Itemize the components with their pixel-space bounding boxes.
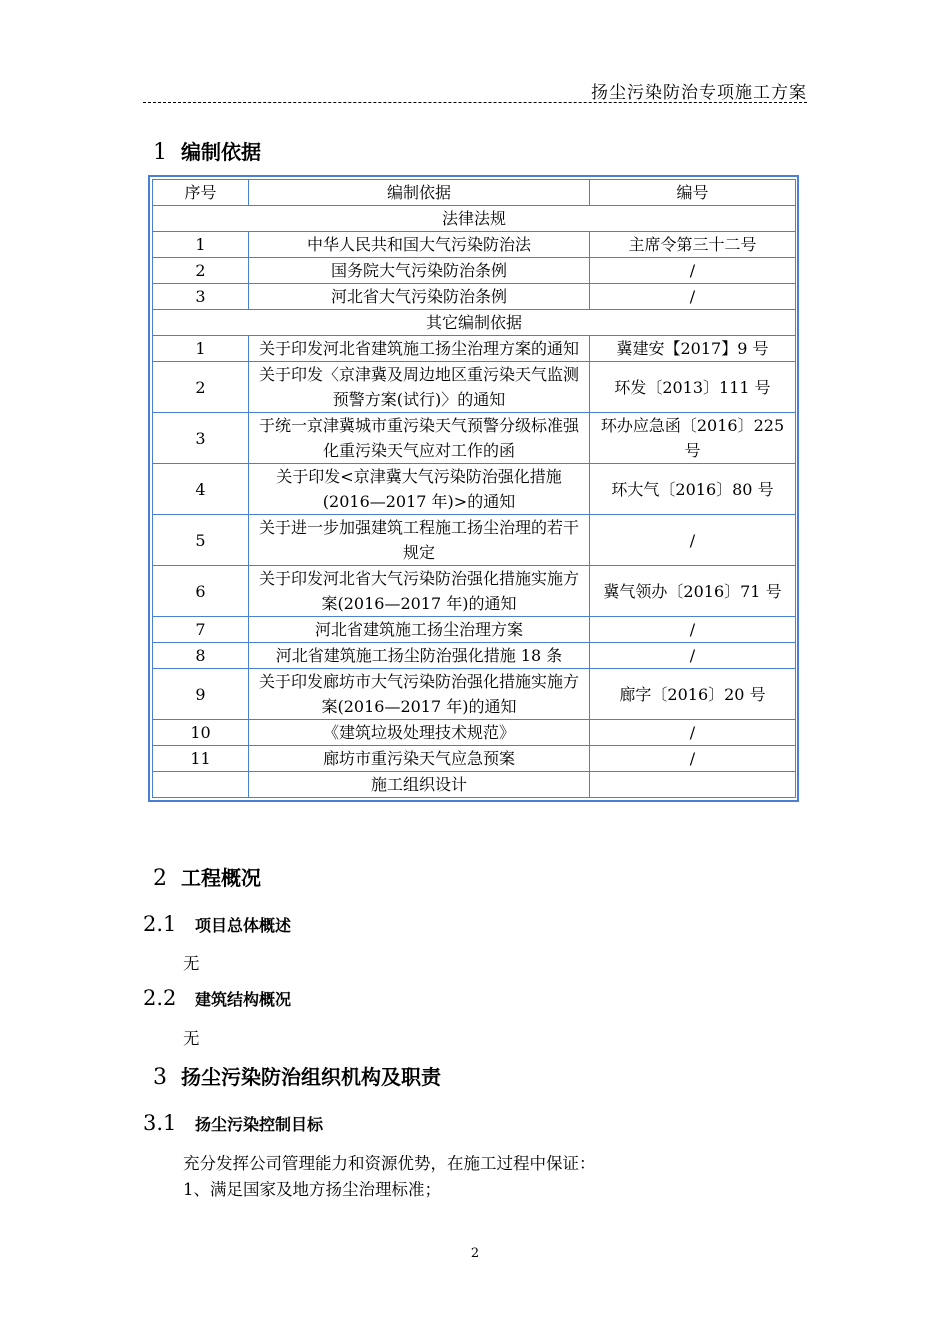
section-2-2-title: 建筑结构概况 bbox=[195, 990, 292, 1009]
row-no: 7 bbox=[153, 617, 249, 643]
section-2-1-title: 项目总体概述 bbox=[195, 916, 292, 935]
header-basis: 编制依据 bbox=[249, 180, 590, 206]
row-basis: 国务院大气污染防治条例 bbox=[249, 258, 590, 284]
row-basis: 河北省大气污染防治条例 bbox=[249, 284, 590, 310]
table-group-row bbox=[153, 310, 796, 336]
table-row bbox=[153, 464, 796, 515]
row-no: 3 bbox=[153, 284, 249, 310]
row-code: / bbox=[590, 284, 796, 310]
row-code bbox=[590, 772, 796, 798]
row-code: / bbox=[590, 258, 796, 284]
table-row bbox=[153, 669, 796, 720]
table-row bbox=[153, 258, 796, 284]
group-other: 其它编制依据 bbox=[153, 310, 796, 336]
row-no: 8 bbox=[153, 643, 249, 669]
row-basis: 关于印发〈京津冀及周边地区重污染天气监测预警方案(试行)〉的通知 bbox=[249, 362, 590, 413]
row-basis: 廊坊市重污染天气应急预案 bbox=[249, 746, 590, 772]
row-code: 冀建安【2017】9 号 bbox=[590, 336, 796, 362]
row-no: 1 bbox=[153, 232, 249, 258]
table-row bbox=[153, 515, 796, 566]
section-2-2-number: 2.2 bbox=[143, 986, 177, 1010]
table-row bbox=[153, 617, 796, 643]
row-no: 6 bbox=[153, 566, 249, 617]
row-no: 11 bbox=[153, 746, 249, 772]
table-row bbox=[153, 362, 796, 413]
table-row bbox=[153, 643, 796, 669]
group-laws: 法律法规 bbox=[153, 206, 796, 232]
section-1-title: 编制依据 bbox=[181, 140, 261, 164]
row-no: 5 bbox=[153, 515, 249, 566]
table-header-row bbox=[153, 180, 796, 206]
header-title: 扬尘污染防治专项施工方案 bbox=[591, 83, 807, 103]
section-2-2-body: 无 bbox=[183, 1029, 200, 1048]
row-basis: 中华人民共和国大气污染防治法 bbox=[249, 232, 590, 258]
row-code: / bbox=[590, 643, 796, 669]
section-2-1-body: 无 bbox=[183, 954, 200, 973]
section-2-heading bbox=[153, 862, 261, 891]
row-code: / bbox=[590, 720, 796, 746]
section-2-title: 工程概况 bbox=[181, 866, 261, 890]
row-basis: 关于印发<京津冀大气污染防治强化措施(2016—2017 年)>的通知 bbox=[249, 464, 590, 515]
row-code: 冀气领办〔2016〕71 号 bbox=[590, 566, 796, 617]
section-3-1-heading bbox=[143, 1111, 323, 1135]
row-basis: 施工组织设计 bbox=[249, 772, 590, 798]
table-row bbox=[153, 720, 796, 746]
row-no: 2 bbox=[153, 258, 249, 284]
row-no: 2 bbox=[153, 362, 249, 413]
table-row bbox=[153, 232, 796, 258]
row-no: 4 bbox=[153, 464, 249, 515]
section-3-1-body-1: 充分发挥公司管理能力和资源优势，在施工过程中保证： bbox=[183, 1154, 596, 1173]
section-1-heading bbox=[153, 136, 261, 165]
row-basis: 关于印发河北省大气污染防治强化措施实施方案(2016—2017 年)的通知 bbox=[249, 566, 590, 617]
table-row bbox=[153, 413, 796, 464]
section-2-1-heading bbox=[143, 912, 291, 936]
header-no: 序号 bbox=[153, 180, 249, 206]
basis-table bbox=[152, 179, 796, 798]
row-code: 环办应急函〔2016〕225 号 bbox=[590, 413, 796, 464]
header-code: 编号 bbox=[590, 180, 796, 206]
row-basis: 河北省建筑施工扬尘治理方案 bbox=[249, 617, 590, 643]
table-row bbox=[153, 284, 796, 310]
table-row bbox=[153, 336, 796, 362]
row-no: 1 bbox=[153, 336, 249, 362]
table-group-row bbox=[153, 206, 796, 232]
section-3-1-number: 3.1 bbox=[143, 1111, 177, 1135]
section-3-heading bbox=[153, 1061, 441, 1090]
basis-table-frame bbox=[148, 175, 799, 802]
row-code: / bbox=[590, 746, 796, 772]
row-no: 10 bbox=[153, 720, 249, 746]
section-2-number: 2 bbox=[153, 866, 167, 891]
row-code: / bbox=[590, 515, 796, 566]
section-3-1-body-2: 1、满足国家及地方扬尘治理标准； bbox=[183, 1180, 441, 1199]
row-basis: 《建筑垃圾处理技术规范》 bbox=[249, 720, 590, 746]
row-basis: 关于印发廊坊市大气污染防治强化措施实施方案(2016—2017 年)的通知 bbox=[249, 669, 590, 720]
section-2-2-heading bbox=[143, 986, 291, 1010]
row-basis: 河北省建筑施工扬尘防治强化措施 18 条 bbox=[249, 643, 590, 669]
row-basis: 于统一京津冀城市重污染天气预警分级标准强化重污染天气应对工作的函 bbox=[249, 413, 590, 464]
section-1-number: 1 bbox=[153, 140, 167, 165]
section-3-title: 扬尘污染防治组织机构及职责 bbox=[181, 1065, 441, 1089]
header-rule bbox=[143, 102, 807, 103]
section-3-1-title: 扬尘污染控制目标 bbox=[195, 1115, 324, 1134]
row-basis: 关于印发河北省建筑施工扬尘治理方案的通知 bbox=[249, 336, 590, 362]
table-row bbox=[153, 566, 796, 617]
row-no bbox=[153, 772, 249, 798]
row-code: 主席令第三十二号 bbox=[590, 232, 796, 258]
row-code: 廊字〔2016〕20 号 bbox=[590, 669, 796, 720]
section-2-1-number: 2.1 bbox=[143, 912, 177, 936]
section-3-number: 3 bbox=[153, 1065, 167, 1090]
row-code: 环大气〔2016〕80 号 bbox=[590, 464, 796, 515]
page-number: 2 bbox=[470, 1246, 480, 1261]
table-row bbox=[153, 772, 796, 798]
row-code: 环发〔2013〕111 号 bbox=[590, 362, 796, 413]
table-row bbox=[153, 746, 796, 772]
row-no: 9 bbox=[153, 669, 249, 720]
row-no: 3 bbox=[153, 413, 249, 464]
row-basis: 关于进一步加强建筑工程施工扬尘治理的若干规定 bbox=[249, 515, 590, 566]
row-code: / bbox=[590, 617, 796, 643]
